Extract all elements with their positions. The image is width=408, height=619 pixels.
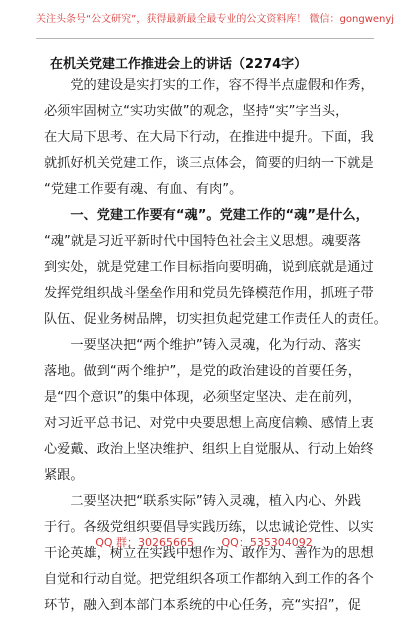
body-line: 紧跟。: [44, 468, 84, 483]
body-line: 自觉和行动自觉。把党组织各项工作都纳入到工作的各个: [44, 572, 374, 587]
body-line: 是“四个意识”的集中体现，必须坚定坚决、走在前列，: [44, 390, 361, 405]
body-line: 到实处，就是党建工作目标指向要明确，说到底就是通过: [44, 260, 374, 275]
footer-qq: QQ：535304092: [221, 536, 313, 549]
body-line: 必须牢固树立“实功实做”的观念，坚持“实”字当头，: [44, 104, 349, 119]
body-line: 在大局下思考、在大局下行动，在推进中提升。下面，我: [44, 130, 374, 145]
body-line: 就抓好机关党建工作，谈三点体会，简要的归纳一下就是: [44, 156, 374, 171]
body-line: “党建工作要有魂、有血、有肉”。: [44, 182, 243, 197]
body-line: 对习近平总书记、对党中央要思想上高度信赖、感情上衷: [44, 416, 374, 431]
body-line: 心爱戴、政治上坚决维护、组织上自觉服从、行动上始终: [44, 442, 374, 457]
body-line: 落地。做到“两个维护”，是党的政治建设的首要任务，: [44, 364, 361, 379]
section-heading-line: 一、党建工作要有“魂”。党建工作的“魂”是什么，: [44, 208, 369, 223]
body-line: 于行。各级党组织要倡导实践历练，以忠诚论党性、以实: [44, 520, 374, 535]
body-line: 二要坚决把“联系实际”铸入灵魂，植入内心、外践: [44, 494, 361, 509]
body-line: 党的建设是实打实的工作，容不得半点虚假和作秀，: [44, 78, 374, 93]
footer-contact: [0, 534, 408, 550]
header-divider: [36, 38, 374, 39]
body-line: “魂”就是习近平新时代中国特色社会主义思想。魂要落: [44, 234, 361, 249]
body-line: 一要坚决把“两个维护”铸入灵魂，化为行动、落实: [44, 338, 361, 353]
document-title: 在机关党建工作推进会上的讲话（2274字）: [50, 57, 308, 72]
body-line: 发挥党组织战斗堡垒作用和党员先锋模范作用，抓班子带: [44, 286, 374, 301]
body-line: 干论英雄，树立在实践中想作为、敢作为、善作为的思想: [44, 546, 374, 561]
body-line: 环节，融入到本部门本系统的中心任务，亮“实招”，促: [44, 598, 361, 613]
body-line: 队伍、促业务树品牌，切实担负起党建工作责任人的责任。: [44, 312, 387, 327]
header-banner: 关注头条号“公文研究”，获得最新最全最专业的公文资料库！ 微信：gongwenyj: [36, 14, 395, 25]
footer-qq-group: QQ 群：30265665: [95, 536, 194, 549]
